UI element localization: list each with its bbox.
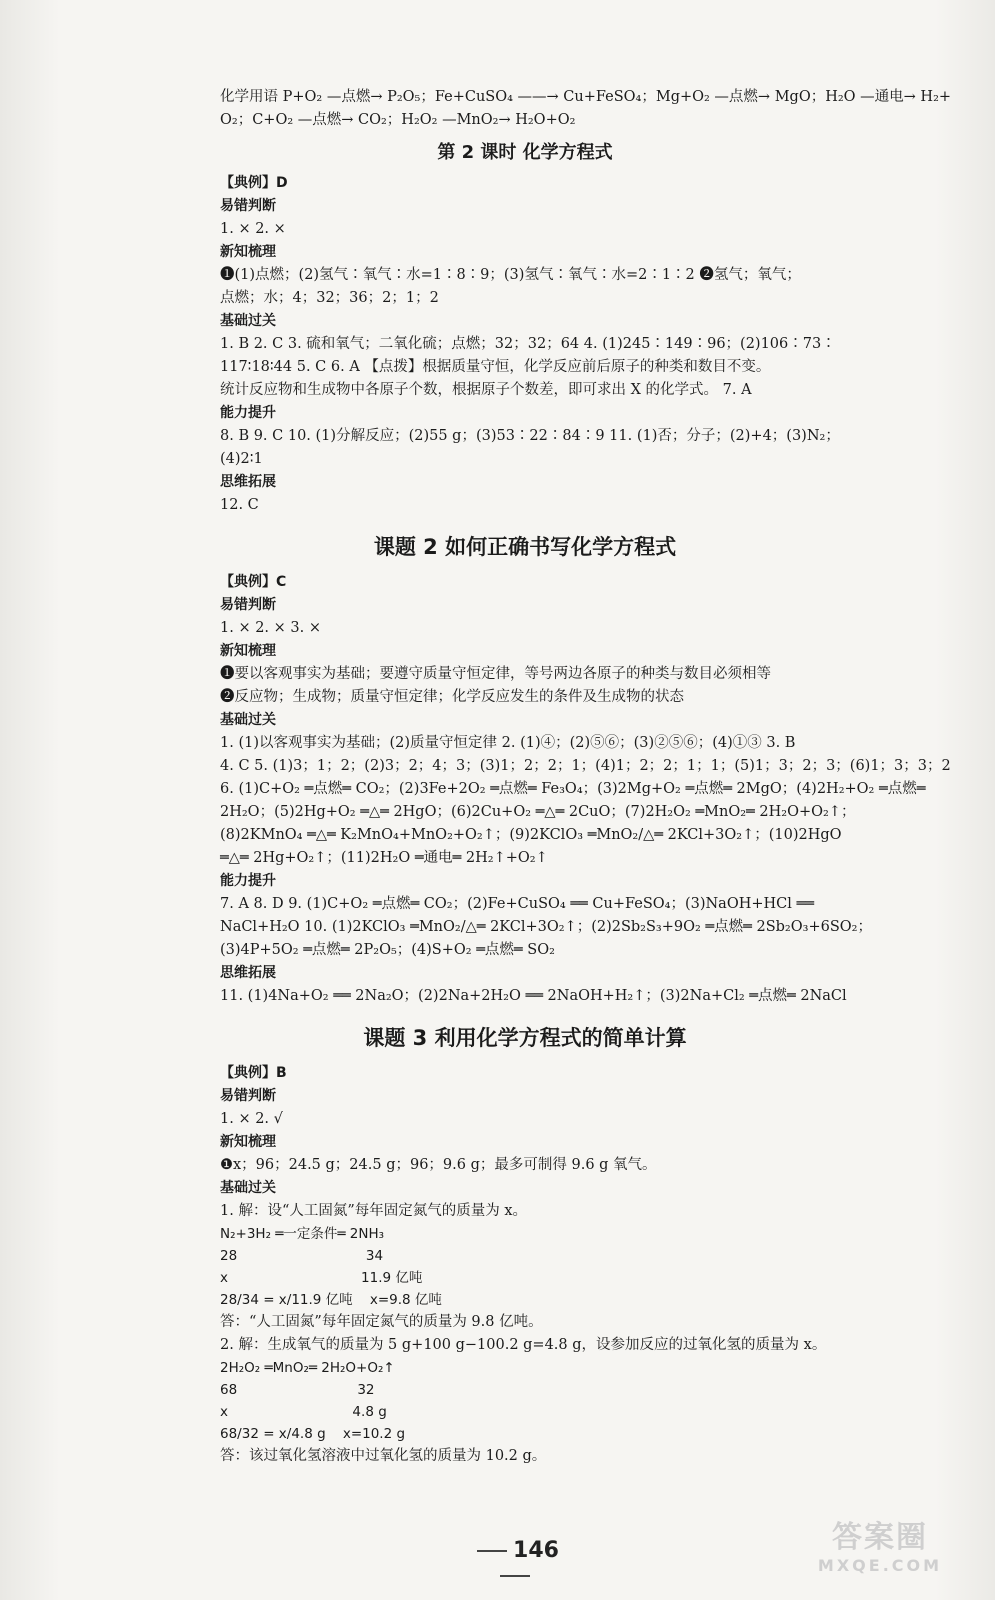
calc-line: 2H₂O₂ ═MnO₂═ 2H₂O+O₂↑ xyxy=(220,1360,395,1376)
text-line: 7. A 8. D 9. (1)C+O₂ ═点燃═ CO₂；(2)Fe+CuSO₄ ══ Cu+FeSO₄；(3)NaOH+HCl ══ xyxy=(220,896,814,912)
section-heading: 思维拓展 xyxy=(220,474,276,490)
section-heading: 新知梳理 xyxy=(220,1134,276,1150)
section-heading: 能力提升 xyxy=(220,873,276,889)
calc-line: 28 34 xyxy=(220,1248,384,1264)
text-line: 1. B 2. C 3. 硫和氧气；二氧化硫；点燃；32；32；64 4. (1)245∶149∶96；(2)106∶73∶ xyxy=(220,336,836,352)
dash-right xyxy=(500,1575,530,1577)
watermark-logo: 答案圈 xyxy=(832,1520,928,1555)
text-line: ❷反应物；生成物；质量守恒定律；化学反应发生的条件及生成物的状态 xyxy=(220,689,684,705)
section-heading: 易错判断 xyxy=(220,1088,276,1104)
text-line: NaCl+H₂O 10. (1)2KClO₃ ═MnO₂/△═ 2KCl+3O₂↑；(2)2Sb₂S₃+9O₂ ═点燃═ 2Sb₂O₃+6SO₂； xyxy=(220,919,872,935)
text-line: (4)2∶1 xyxy=(220,451,263,467)
text-line: 8. B 9. C 10. (1)分解反应；(2)55 g；(3)53∶22∶84∶9 11. (1)否；分子；(2)+4；(3)N₂； xyxy=(220,428,840,444)
section-heading: 易错判断 xyxy=(220,198,276,214)
page-number xyxy=(455,1538,575,1588)
text-line: 化学用语 P+O₂ —点燃→ P₂O₅；Fe+CuSO₄ ——→ Cu+FeSO₄；Mg+O₂ —点燃→ MgO；H₂O —通电→ H₂+ xyxy=(220,89,952,105)
section-heading: 【典例】B xyxy=(220,1065,287,1081)
text-line: 11. (1)4Na+O₂ ══ 2Na₂O；(2)2Na+2H₂O ══ 2NaOH+H₂↑；(3)2Na+Cl₂ ═点燃═ 2NaCl xyxy=(220,988,847,1004)
text-line: 2. 解：生成氧气的质量为 5 g+100 g−100.2 g=4.8 g，设参加反应的过氧化氢的质量为 x。 xyxy=(220,1337,827,1353)
text-line: 1. 解：设“人工固氮”每年固定氮气的质量为 x。 xyxy=(220,1203,528,1219)
text-line: 1. × 2. × xyxy=(220,221,286,237)
text-line: 1. × 2. √ xyxy=(220,1111,283,1127)
section-heading: 新知梳理 xyxy=(220,643,276,659)
text-line: ❶(1)点燃；(2)氢气∶氧气∶水=1∶8∶9；(3)氢气∶氧气∶水=2∶1∶2 ❷氢气；氧气； xyxy=(220,267,801,283)
lesson-title: 第 2 课时 化学方程式 xyxy=(437,142,613,163)
text-line: 统计反应物和生成物中各原子个数，根据原子个数差，即可求出 X 的化学式。 7. A xyxy=(220,382,752,398)
text-line: 4. C 5. (1)3；1；2；(2)3；2；4；3；(3)1；2；2；1；(4)1；2；2；1；1；(5)1；3；2；3；(6)1；3；3；2 xyxy=(220,758,951,774)
text-line: 答：该过氧化氢溶液中过氧化氢的质量为 10.2 g。 xyxy=(220,1448,547,1464)
text-line: O₂；C+O₂ —点燃→ CO₂；H₂O₂ —MnO₂→ H₂O+O₂ xyxy=(220,112,576,128)
calc-line: 68 32 xyxy=(220,1382,375,1398)
text-line: 1. (1)以客观事实为基础；(2)质量守恒定律 2. (1)④；(2)⑤⑥；(3)②⑤⑥；(4)①③ 3. B xyxy=(220,735,796,751)
section-heading: 思维拓展 xyxy=(220,965,276,981)
text-line: (8)2KMnO₄ ═△═ K₂MnO₄+MnO₂+O₂↑；(9)2KClO₃ ═MnO₂/△═ 2KCl+3O₂↑；(10)2HgO xyxy=(220,827,842,843)
section-heading: 基础过关 xyxy=(220,712,276,728)
calc-line: x 4.8 g xyxy=(220,1404,387,1420)
dash-left xyxy=(477,1550,507,1552)
answer-content xyxy=(220,86,952,1468)
text-line: (3)4P+5O₂ ═点燃═ 2P₂O₅；(4)S+O₂ ═点燃═ SO₂ xyxy=(220,942,555,958)
page-number-text: 146 xyxy=(513,1538,559,1563)
text-line: 答：“人工固氮”每年固定氮气的质量为 9.8 亿吨。 xyxy=(220,1314,543,1330)
calc-line: 68/32 = x/4.8 g x=10.2 g xyxy=(220,1426,406,1442)
section-heading: 【典例】D xyxy=(220,175,288,191)
calc-line: x 11.9 亿吨 xyxy=(220,1270,423,1286)
text-line: 12. C xyxy=(220,497,259,513)
text-line: 2H₂O；(5)2Hg+O₂ ═△═ 2HgO；(6)2Cu+O₂ ═△═ 2CuO；(7)2H₂O₂ ═MnO₂═ 2H₂O+O₂↑； xyxy=(220,804,856,820)
calc-line: N₂+3H₂ ═一定条件═ 2NH₃ xyxy=(220,1226,385,1242)
section-heading: 基础过关 xyxy=(220,313,276,329)
section-heading: 【典例】C xyxy=(220,574,287,590)
text-line: ❶要以客观事实为基础；要遵守质量守恒定律，等号两边各原子的种类与数目必须相等 xyxy=(220,666,771,682)
text-line: ❶x；96；24.5 g；24.5 g；96；9.6 g；最多可制得 9.6 g 氧气。 xyxy=(220,1157,657,1173)
section-heading: 能力提升 xyxy=(220,405,276,421)
calc-line: 28/34 = x/11.9 亿吨 x=9.8 亿吨 xyxy=(220,1292,442,1308)
section-heading: 新知梳理 xyxy=(220,244,276,260)
text-line: 117∶18∶44 5. C 6. A 【点拨】根据质量守恒，化学反应前后原子的种类和数目不变。 xyxy=(220,359,771,375)
watermark-url: MXQE.COM xyxy=(817,1556,943,1575)
text-line: 点燃；水；4；32；36；2；1；2 xyxy=(220,290,439,306)
section-heading: 基础过关 xyxy=(220,1180,276,1196)
text-line: 1. × 2. × 3. × xyxy=(220,620,321,636)
topic-title: 课题 3 利用化学方程式的简单计算 xyxy=(363,1026,687,1050)
topic-title: 课题 2 如何正确书写化学方程式 xyxy=(373,535,677,559)
text-line: ═△═ 2Hg+O₂↑；(11)2H₂O ═通电═ 2H₂↑+O₂↑ xyxy=(220,850,548,866)
watermark xyxy=(800,1512,960,1592)
section-heading: 易错判断 xyxy=(220,597,276,613)
text-line: 6. (1)C+O₂ ═点燃═ CO₂；(2)3Fe+2O₂ ═点燃═ Fe₃O₄；(3)2Mg+O₂ ═点燃═ 2MgO；(4)2H₂+O₂ ═点燃═ xyxy=(220,781,926,797)
